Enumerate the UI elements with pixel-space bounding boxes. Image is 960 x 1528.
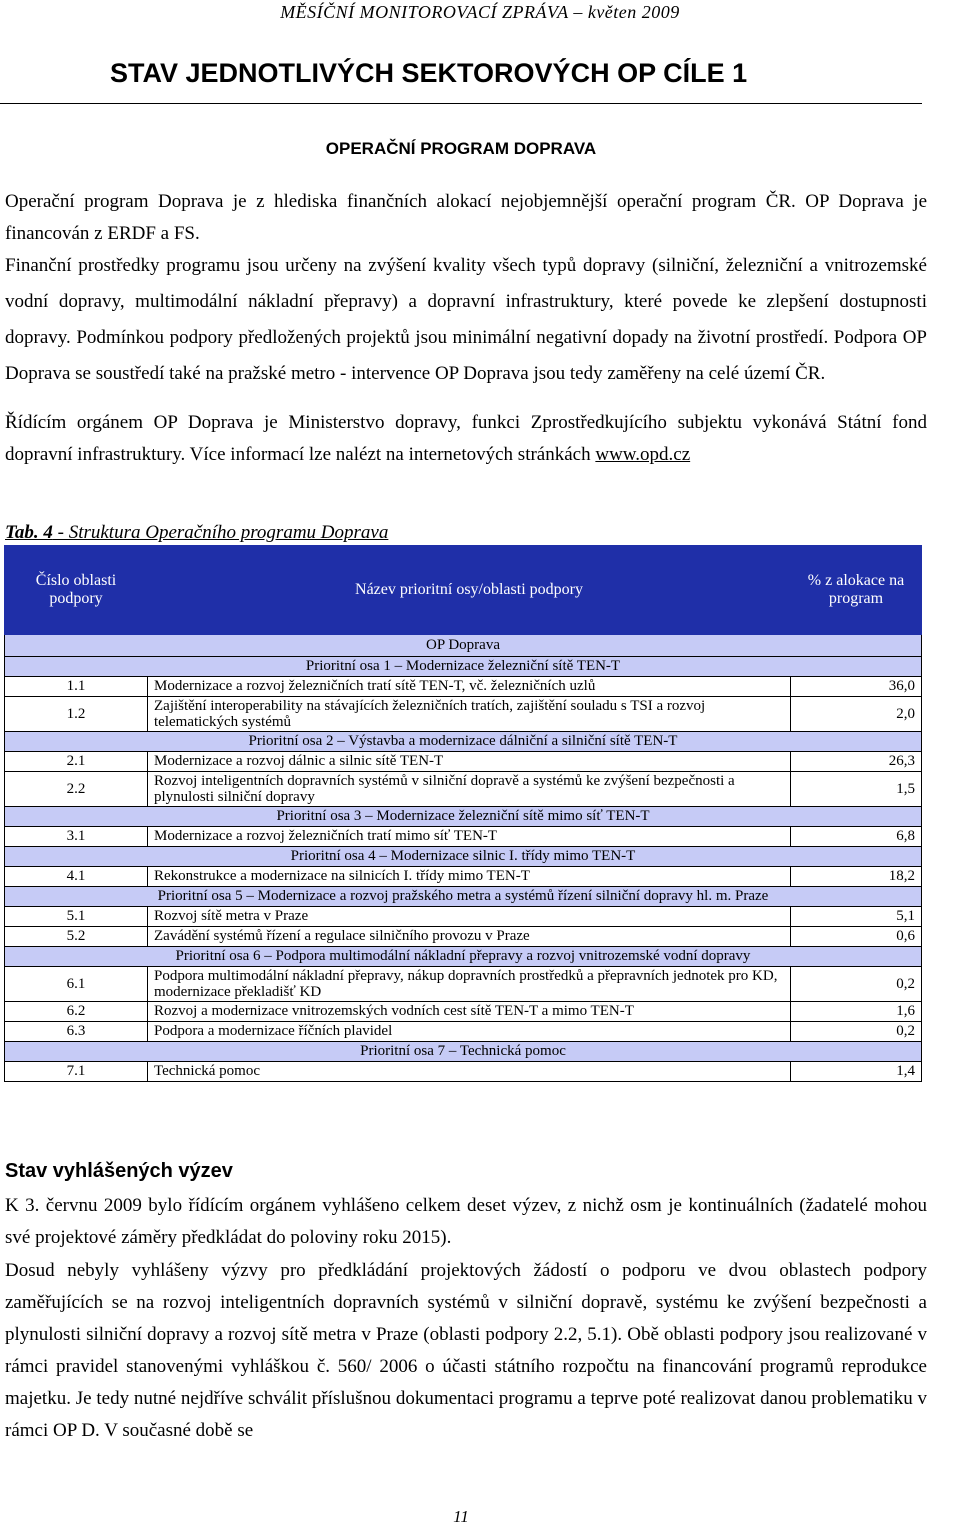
area-allocation: 0,2 [791,967,922,1002]
sector-title: STAV JEDNOTLIVÝCH SEKTOROVÝCH OP CÍLE 1 [110,58,748,88]
table-row [5,867,922,887]
program-row [5,635,922,657]
area-allocation: 2,0 [791,697,922,732]
table-row [5,827,922,847]
calls-paragraph [5,1190,927,1254]
area-name: Rekonstrukce a modernizace na silnicích I. třídy mimo TEN-T [148,867,791,887]
axis-label: Prioritní osa 7 – Technická pomoc [5,1042,922,1062]
area-name: Rozvoj inteligentních dopravních systémů v silniční dopravě a systémů ke zvýšení bezpečnosti a plynulosti silniční dopravy [148,772,791,807]
axis-row [5,807,922,827]
area-name: Rozvoj a modernizace vnitrozemských vodních cest sítě TEN-T a mimo TEN-T [148,1002,791,1022]
area-allocation: 1,6 [791,1002,922,1022]
area-number: 5.1 [5,907,148,927]
table-header-row [5,546,922,635]
table-caption-number: Tab. 4 [5,522,53,543]
page-number: 11 [453,1507,469,1526]
area-name: Zajištění interoperability na stávajících železničních tratích, zajištění souladu s TSI a rozvoj telematických systémů [148,697,791,732]
axis-row [5,1042,922,1062]
area-name: Technická pomoc [148,1062,791,1082]
area-number: 2.1 [5,752,148,772]
table-row [5,752,922,772]
header-area-number: Číslo oblasti podpory [5,546,148,635]
area-allocation: 1,4 [791,1062,922,1082]
area-allocation: 6,8 [791,827,922,847]
table-row [5,927,922,947]
table-row [5,677,922,697]
paragraph-text: Operační program Doprava je z hlediska finančních alokací nejobjemnější operační program ČR. OP Doprava je financován z ERDF a FS. [5,191,927,244]
axis-label: Prioritní osa 5 – Modernizace a rozvoj pražského metra a systémů řízení silniční dopravy hl. m. Praze [5,887,922,907]
area-number: 1.2 [5,697,148,732]
managing-authority-paragraph [5,407,927,471]
axis-row [5,657,922,677]
axis-label: Prioritní osa 6 – Podpora multimodální nákladní přepravy a rozvoj vnitrozemské vodní dopravy [5,947,922,967]
calls-detail-paragraph [5,1255,927,1447]
area-number: 5.2 [5,927,148,947]
axis-row [5,732,922,752]
table-row [5,697,922,732]
title-divider [0,103,922,104]
area-number: 3.1 [5,827,148,847]
axis-label: Prioritní osa 3 – Modernizace železniční sítě mimo síť TEN-T [5,807,922,827]
area-allocation: 36,0 [791,677,922,697]
axis-label: Prioritní osa 4 – Modernizace silnic I. třídy mimo TEN-T [5,847,922,867]
area-allocation: 18,2 [791,867,922,887]
axis-row [5,947,922,967]
area-number: 6.2 [5,1002,148,1022]
paragraph-text: Řídícím orgánem OP Doprava je Ministerstvo dopravy, funkci Zprostředkujícího subjektu vykonává Státní fond dopravní infrastruktury. Více informací lze nalézt na internetových stránkách [5,412,927,465]
paragraph-text: Finanční prostředky programu jsou určeny na zvýšení kvality všech typů dopravy (silniční, železniční a vnitrozemské vodní dopravy, multimodální nákladní přepravy) a dopravní infrastruktury, které povede ke zlepšení dostupnosti dopravy. Podmínkou podpory předložených projektů jsou minimální negativní dopady na životní prostředí. Podpora OP Doprava se soustředí také na pražské metro - intervence OP Doprava jsou tedy zaměřeny na celé území ČR. [5,255,927,384]
area-number: 6.3 [5,1022,148,1042]
area-name: Podpora multimodální nákladní přepravy, nákup dopravních prostředků a přepravních jednotek pro KD, modernizace překladišť KD [148,967,791,1002]
area-allocation: 0,6 [791,927,922,947]
area-allocation: 0,2 [791,1022,922,1042]
paragraph-text [5,407,927,471]
area-name: Modernizace a rozvoj železničních tratí mimo síť TEN-T [148,827,791,847]
table-caption-text: - Struktura Operačního programu Doprava [52,522,389,543]
axis-row [5,847,922,867]
table-row [5,1002,922,1022]
paragraph-text: K 3. červnu 2009 bylo řídícím orgánem vyhlášeno celkem deset výzev, z nichž osm je kontinuálních (žadatelé mohou své projektové záměry předkládat do poloviny roku 2015). [5,1195,927,1248]
area-name: Podpora a modernizace říčních plavidel [148,1022,791,1042]
area-allocation: 1,5 [791,772,922,807]
area-name: Modernizace a rozvoj dálnic a silnic sítě TEN-T [148,752,791,772]
area-number: 1.1 [5,677,148,697]
area-number: 2.2 [5,772,148,807]
table-row [5,1062,922,1082]
header-axis-name: Název prioritní osy/oblasti podpory [148,546,791,635]
opd-website-link[interactable]: www.opd.cz [595,444,691,465]
axis-row [5,887,922,907]
axis-label: Prioritní osa 2 – Výstavba a modernizace dálniční a silniční sítě TEN-T [5,732,922,752]
funding-paragraph [5,248,927,392]
header-allocation: % z alokace na program [791,546,922,635]
running-header: MĚSÍČNÍ MONITOROVACÍ ZPRÁVA – květen 2009 [280,2,680,22]
area-number: 6.1 [5,967,148,1002]
table-row [5,1022,922,1042]
program-name: OP Doprava [5,635,922,657]
area-name: Modernizace a rozvoj železničních tratí sítě TEN-T, vč. železničních uzlů [148,677,791,697]
area-name: Rozvoj sítě metra v Praze [148,907,791,927]
area-name: Zavádění systémů řízení a regulace silničního provozu v Praze [148,927,791,947]
intro-paragraph [5,186,927,250]
op-structure-table [4,545,922,1082]
table-row [5,907,922,927]
op-title: OPERAČNÍ PROGRAM DOPRAVA [325,139,597,158]
calls-heading: Stav vyhlášených výzev [5,1160,233,1182]
table-row [5,967,922,1002]
table-row [5,772,922,807]
table-caption [5,522,388,544]
paragraph-text: Dosud nebyly vyhlášeny výzvy pro předkládání projektových žádostí o podporu ve dvou oblastech podpory zaměřujících se na rozvoj inteligentních dopravních systémů v silniční dopravě, systému ke zvýšení bezpečnosti a plynulosti silniční dopravy a rozvoj sítě metra v Praze (oblasti podpory 2.2, 5.1). Obě oblasti podpory jsou realizované v rámci pravidel stanovenými vyhláškou č. 560/ 2006 o účasti státního rozpočtu na financování programů reprodukce majetku. Je tedy nutné nejdříve schválit příslušnou dokumentaci programu a teprve poté realizovat danou problematiku v rámci OP D. V současné době se [5,1260,927,1441]
area-allocation: 5,1 [791,907,922,927]
axis-label: Prioritní osa 1 – Modernizace železniční sítě TEN-T [5,657,922,677]
area-number: 4.1 [5,867,148,887]
area-number: 7.1 [5,1062,148,1082]
area-allocation: 26,3 [791,752,922,772]
